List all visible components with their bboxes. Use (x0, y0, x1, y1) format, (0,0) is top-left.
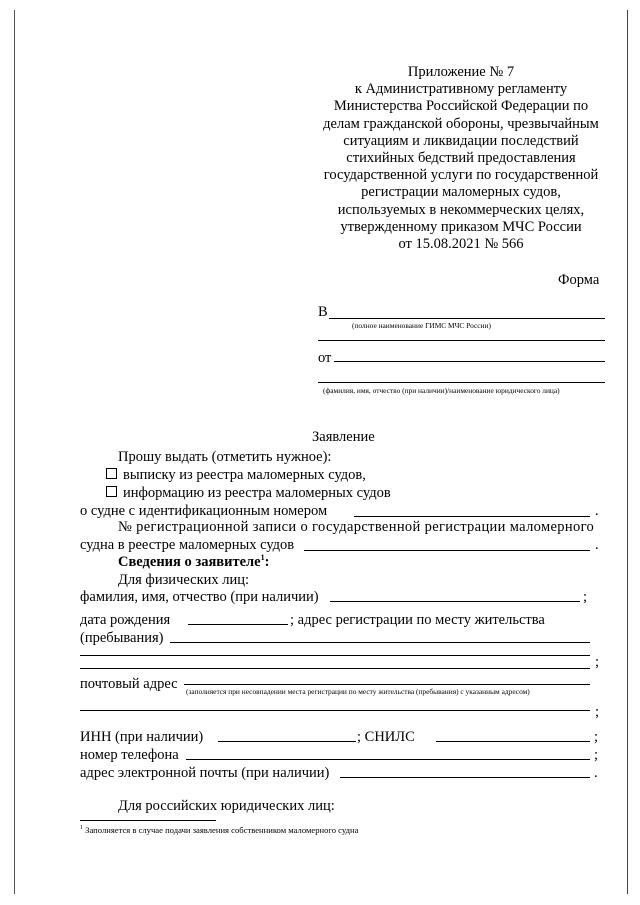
appendix-line: от 15.08.2021 № 566 (398, 236, 524, 253)
birth-date-label: дата рождения (80, 612, 171, 628)
phone-field[interactable] (186, 759, 590, 760)
vessel-id-field[interactable] (354, 516, 590, 517)
footnote (80, 826, 358, 835)
full-name-label: фамилия, имя, отчество (при наличии) (80, 589, 319, 605)
inn-label: ИНН (при наличии) (80, 729, 204, 745)
postal-address-hint: (заполняется при несовпадении места регистрации по месту жительства (пребывания) с указанным адресом) (186, 687, 530, 696)
legal-entities-label: Для российских юридических лиц: (118, 798, 335, 814)
address-field[interactable] (170, 642, 590, 643)
appendix-line: утвержденному приказом МЧС России (340, 218, 582, 235)
appendix-line: государственной услуги по государственной (323, 167, 599, 184)
postal-address-field[interactable] (184, 684, 590, 685)
to-field[interactable] (329, 318, 605, 319)
phone-semicolon: ; (594, 747, 599, 763)
appendix-line: ситуациям и ликвидации последствий (343, 132, 579, 149)
vessel-id-period: . (595, 503, 599, 519)
appendix-line: стихийных бедствий предоставления (346, 150, 576, 167)
from-prefix: от (318, 350, 332, 366)
appendix-line: регистрации маломерных судов, (361, 184, 561, 201)
appendix-line: Министерства Российской Федерации по (333, 98, 589, 115)
option-1-label: выписку из реестра маломерных судов, (123, 467, 366, 483)
option-1-checkbox[interactable] (106, 468, 117, 479)
option-2-checkbox[interactable] (106, 486, 117, 497)
vessel-id-label: о судне с идентификационным номером (80, 503, 328, 519)
option-1[interactable] (106, 467, 366, 484)
reg-record-field[interactable] (304, 550, 590, 551)
form-label: Форма (558, 272, 600, 288)
from-hint: (фамилия, имя, отчество (при наличии)/наименование юридического лица) (323, 386, 560, 395)
individuals-label: Для физических лиц: (118, 572, 250, 588)
stay-label: (пребывания) (80, 630, 164, 646)
appendix-line: делам гражданской обороны, чрезвычайным (323, 115, 599, 132)
email-field[interactable] (340, 777, 590, 778)
address-field-line-2[interactable] (80, 655, 590, 656)
footnote-ref: 1 (260, 553, 265, 563)
appendix-block (300, 64, 622, 253)
appendix-line: Приложение № 7 (407, 64, 515, 80)
appendix-line: используемых в некоммерческих целях, (337, 201, 585, 218)
full-name-field[interactable] (330, 601, 580, 602)
reg-record-line-1: № регистрационной записи о государственной регистрации маломерного (118, 519, 595, 535)
email-period: . (594, 765, 598, 781)
address-label: ; адрес регистрации по месту жительства (290, 612, 545, 628)
option-2[interactable] (106, 485, 391, 502)
footnote-divider (80, 820, 216, 821)
snils-field[interactable] (436, 741, 590, 742)
reg-record-period: . (595, 537, 599, 553)
full-name-semicolon: ; (583, 589, 588, 605)
snils-label: ; СНИЛС (357, 729, 415, 745)
option-2-label: информацию из реестра маломерных судов (123, 485, 391, 501)
address-field-line-3[interactable] (80, 668, 590, 669)
birth-date-field[interactable] (188, 624, 288, 625)
to-field-line-2[interactable] (318, 340, 605, 341)
email-label: адрес электронной почты (при наличии) (80, 765, 330, 781)
to-hint: (полное наименование ГИМС МЧС России) (352, 321, 491, 330)
address-semicolon: ; (595, 654, 600, 670)
to-prefix: В (318, 304, 328, 320)
postal-semicolon: ; (595, 704, 600, 720)
appendix-line: к Административному регламенту (354, 81, 568, 98)
document-title: Заявление (312, 429, 375, 445)
footnote-text: Заполняется в случае подачи заявления собственником маломерного судна (85, 825, 359, 835)
postal-address-label: почтовый адрес (80, 676, 178, 692)
postal-address-field-line-2[interactable] (80, 710, 590, 711)
from-field-line-2[interactable] (318, 382, 605, 383)
snils-semicolon: ; (594, 729, 599, 745)
from-field[interactable] (334, 361, 605, 362)
inn-field[interactable] (218, 741, 356, 742)
request-text: Прошу выдать (отметить нужное): (118, 449, 332, 465)
phone-label: номер телефона (80, 747, 179, 763)
reg-record-line-2: судна в реестре маломерных судов (80, 537, 295, 553)
footnote-number: 1 (80, 825, 83, 832)
applicant-section-title: Сведения о заявителе$^1$: (118, 553, 270, 570)
